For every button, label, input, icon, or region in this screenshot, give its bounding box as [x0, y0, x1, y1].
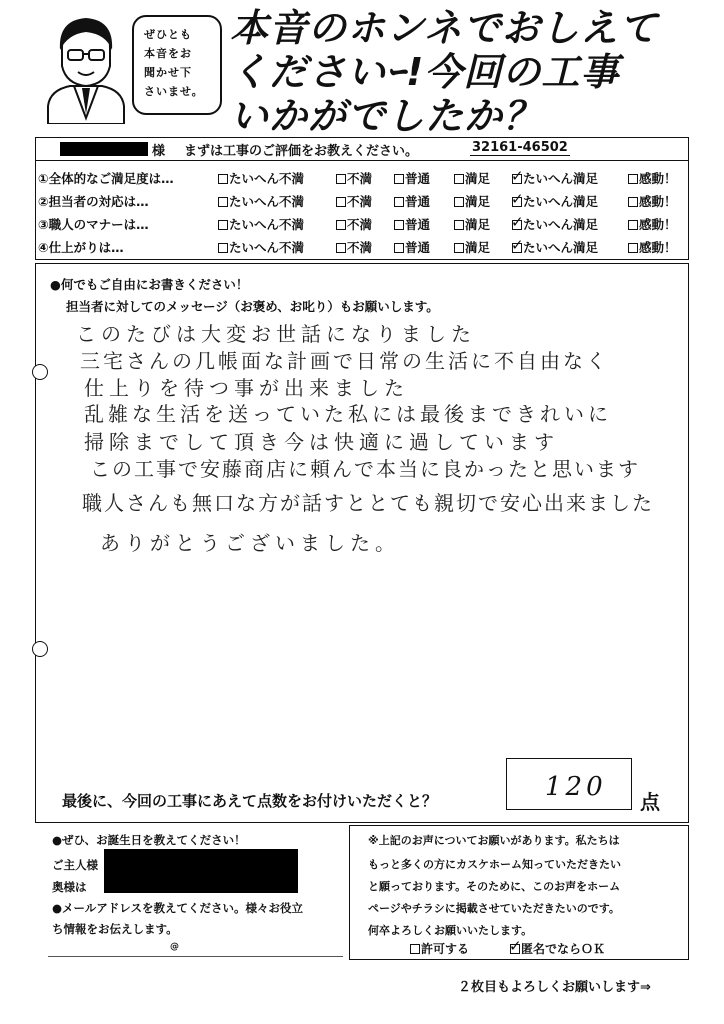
rating-option[interactable] — [628, 169, 677, 187]
rating-checkbox[interactable] — [454, 174, 464, 184]
score-unit: 点 — [640, 790, 660, 814]
comment-line: 掃除までして頂き今は快適に過しています — [84, 430, 559, 454]
rating-checkbox[interactable] — [628, 243, 638, 253]
rating-checkbox[interactable] — [336, 197, 346, 207]
rating-option[interactable] — [394, 192, 430, 210]
rating-option[interactable] — [628, 238, 677, 256]
comment-line: このたびは大変お世話になりました — [76, 322, 476, 346]
rating-option[interactable] — [394, 238, 430, 256]
rating-checkbox[interactable] — [512, 197, 522, 207]
rating-option-label: たいへん満足 — [523, 217, 599, 232]
comment-line: この工事で安藤商店に頼んで本当に良かったと思います — [90, 457, 640, 481]
rating-option-label: 不満 — [347, 240, 373, 255]
rating-checkbox[interactable] — [394, 243, 404, 253]
headline-line: くださいｰ!今回の工事 — [230, 50, 620, 94]
rating-option[interactable] — [454, 238, 490, 256]
rating-option-label: 満足 — [465, 171, 491, 186]
rating-checkbox[interactable] — [394, 220, 404, 230]
rating-question: ②担当者の対応は… — [38, 194, 149, 209]
comment-subtitle: 担当者に対してのメッセージ（お褒め、お叱り）もお願いします。 — [66, 299, 439, 314]
comment-line: ありがとうございました。 — [100, 531, 400, 555]
rating-option-label: たいへん満足 — [523, 194, 599, 209]
consent-line: もっと多くの方にカスケホーム知っていただきたい — [368, 858, 621, 871]
redacted-birthday — [104, 849, 298, 893]
rating-option[interactable] — [336, 169, 372, 187]
rating-checkbox[interactable] — [336, 243, 346, 253]
rating-option-label: たいへん不満 — [229, 194, 305, 209]
allow-option[interactable] — [410, 940, 469, 957]
rating-checkbox[interactable] — [628, 220, 638, 230]
rating-option-label: 感動！ — [639, 217, 677, 232]
rating-checkbox[interactable] — [218, 243, 228, 253]
staff-portrait-illustration — [40, 14, 132, 124]
rating-checkbox[interactable] — [454, 197, 464, 207]
customer-code: 32161-46502 — [472, 140, 568, 155]
email-title-cont: ち情報をお伝えします。 — [52, 922, 178, 936]
rating-option-label: たいへん不満 — [229, 217, 305, 232]
rating-option-label: 満足 — [465, 240, 491, 255]
rating-option[interactable] — [512, 238, 598, 256]
rating-checkbox[interactable] — [628, 174, 638, 184]
rating-option-label: 普通 — [405, 194, 431, 209]
rating-checkbox[interactable] — [218, 174, 228, 184]
rating-option-label: 感動！ — [639, 194, 677, 209]
rating-option[interactable] — [218, 215, 304, 233]
rating-option-label: たいへん不満 — [229, 240, 305, 255]
consent-line: ページやチラシに掲載させていただきたいのです。 — [368, 902, 620, 915]
rating-checkbox[interactable] — [218, 197, 228, 207]
rating-row — [38, 192, 688, 212]
comment-line: 乱雑な生活を送っていた私には最後まできれいに — [84, 402, 612, 426]
rating-question: ①全体的なご満足度は… — [38, 171, 174, 186]
binder-hole — [32, 641, 48, 657]
rating-option-label: 感動！ — [639, 171, 677, 186]
rating-checkbox[interactable] — [628, 197, 638, 207]
anon-checkbox[interactable] — [510, 944, 520, 954]
rating-option[interactable] — [218, 192, 304, 210]
honorific-label: 様 — [152, 144, 166, 159]
rating-option[interactable] — [336, 192, 372, 210]
rating-option[interactable] — [336, 238, 372, 256]
rating-option-label: 普通 — [405, 171, 431, 186]
rating-option-label: 不満 — [347, 171, 373, 186]
email-title: ●メールアドレスを教えてください。様々お役立 — [52, 901, 303, 915]
rating-instruction: まずは工事のご評価をお教えください。 — [184, 144, 419, 159]
rating-question: ④仕上がりは… — [38, 240, 124, 255]
comment-line: 仕上りを待つ事が出来ました — [84, 376, 409, 400]
email-at-sign: @ — [170, 942, 179, 952]
rating-option[interactable] — [218, 169, 304, 187]
birthday-title: ●ぜひ、お誕生日を教えてください！ — [52, 833, 246, 847]
redacted-name — [60, 142, 148, 156]
rating-option[interactable] — [454, 169, 490, 187]
rating-row — [38, 169, 688, 189]
score-value: 120 — [545, 772, 607, 802]
rating-checkbox[interactable] — [336, 174, 346, 184]
rating-checkbox[interactable] — [394, 174, 404, 184]
anon-option[interactable] — [510, 940, 605, 957]
headline-line: 本音のホンネでおしえて — [230, 6, 658, 50]
comment-line: 三宅さんの几帳面な計画で日常の生活に不自由なく — [80, 349, 609, 373]
anon-label: 匿名でならＯＫ — [521, 942, 606, 956]
page-headline — [230, 6, 700, 138]
rating-checkbox[interactable] — [336, 220, 346, 230]
comment-title: ●何でもご自由にお書きください！ — [50, 277, 249, 292]
bubble-line: 聞かせ下 — [144, 66, 192, 79]
rating-option-label: たいへん不満 — [229, 171, 305, 186]
rating-option[interactable] — [218, 238, 304, 256]
wife-label: 奥様は — [52, 880, 87, 894]
bubble-line: さいませ。 — [144, 85, 204, 98]
rating-checkbox[interactable] — [512, 220, 522, 230]
bubble-line: 本音をお — [144, 47, 192, 60]
rating-option[interactable] — [512, 192, 598, 210]
score-question: 最後に、今回の工事にあえて点数をお付けいただくと？ — [62, 792, 438, 810]
rating-option[interactable] — [454, 215, 490, 233]
rating-option-label: 普通 — [405, 217, 431, 232]
rating-option-label: 満足 — [465, 194, 491, 209]
consent-line: 何卒よろしくお願いいたします。 — [368, 924, 533, 937]
allow-label: 許可する — [421, 942, 470, 956]
rating-option-label: 不満 — [347, 217, 373, 232]
rating-option-label: たいへん満足 — [523, 171, 599, 186]
rating-checkbox[interactable] — [512, 243, 522, 253]
rating-checkbox[interactable] — [218, 220, 228, 230]
rating-checkbox[interactable] — [454, 220, 464, 230]
rating-checkbox[interactable] — [454, 243, 464, 253]
rating-option[interactable] — [394, 215, 430, 233]
consent-line: と願っております。そのために、このお声をホーム — [368, 880, 621, 893]
rating-option[interactable] — [394, 169, 430, 187]
rating-option[interactable] — [628, 215, 677, 233]
rating-option-label: 感動！ — [639, 240, 677, 255]
rating-row — [38, 215, 688, 235]
email-underline — [48, 956, 343, 957]
headline-line: いかがでしたか？ — [230, 94, 543, 138]
allow-checkbox[interactable] — [410, 944, 420, 954]
bubble-line: ぜひとも — [144, 28, 192, 41]
rating-checkbox[interactable] — [512, 174, 522, 184]
rating-option-label: 不満 — [347, 194, 373, 209]
comment-line: 職人さんも無口な方が話すととても親切で安心出来ました — [82, 491, 654, 515]
rating-option[interactable] — [454, 192, 490, 210]
husband-label: ご主人様 — [52, 858, 98, 872]
consent-line: ※上記のお声についてお願いがあります。私たちは — [368, 834, 620, 847]
rating-option-label: たいへん満足 — [523, 240, 599, 255]
rating-option[interactable] — [512, 169, 598, 187]
rating-question: ③職人のマナーは… — [38, 217, 149, 232]
rating-option[interactable] — [512, 215, 598, 233]
rating-option[interactable] — [628, 192, 677, 210]
rating-checkbox[interactable] — [394, 197, 404, 207]
footer-note: ２枚目もよろしくお願いします⇒ — [458, 980, 651, 995]
speech-bubble — [132, 15, 222, 115]
divider — [35, 160, 689, 161]
rating-option-label: 普通 — [405, 240, 431, 255]
rating-option[interactable] — [336, 215, 372, 233]
rating-row — [38, 238, 688, 258]
binder-hole — [32, 364, 48, 380]
rating-option-label: 満足 — [465, 217, 491, 232]
